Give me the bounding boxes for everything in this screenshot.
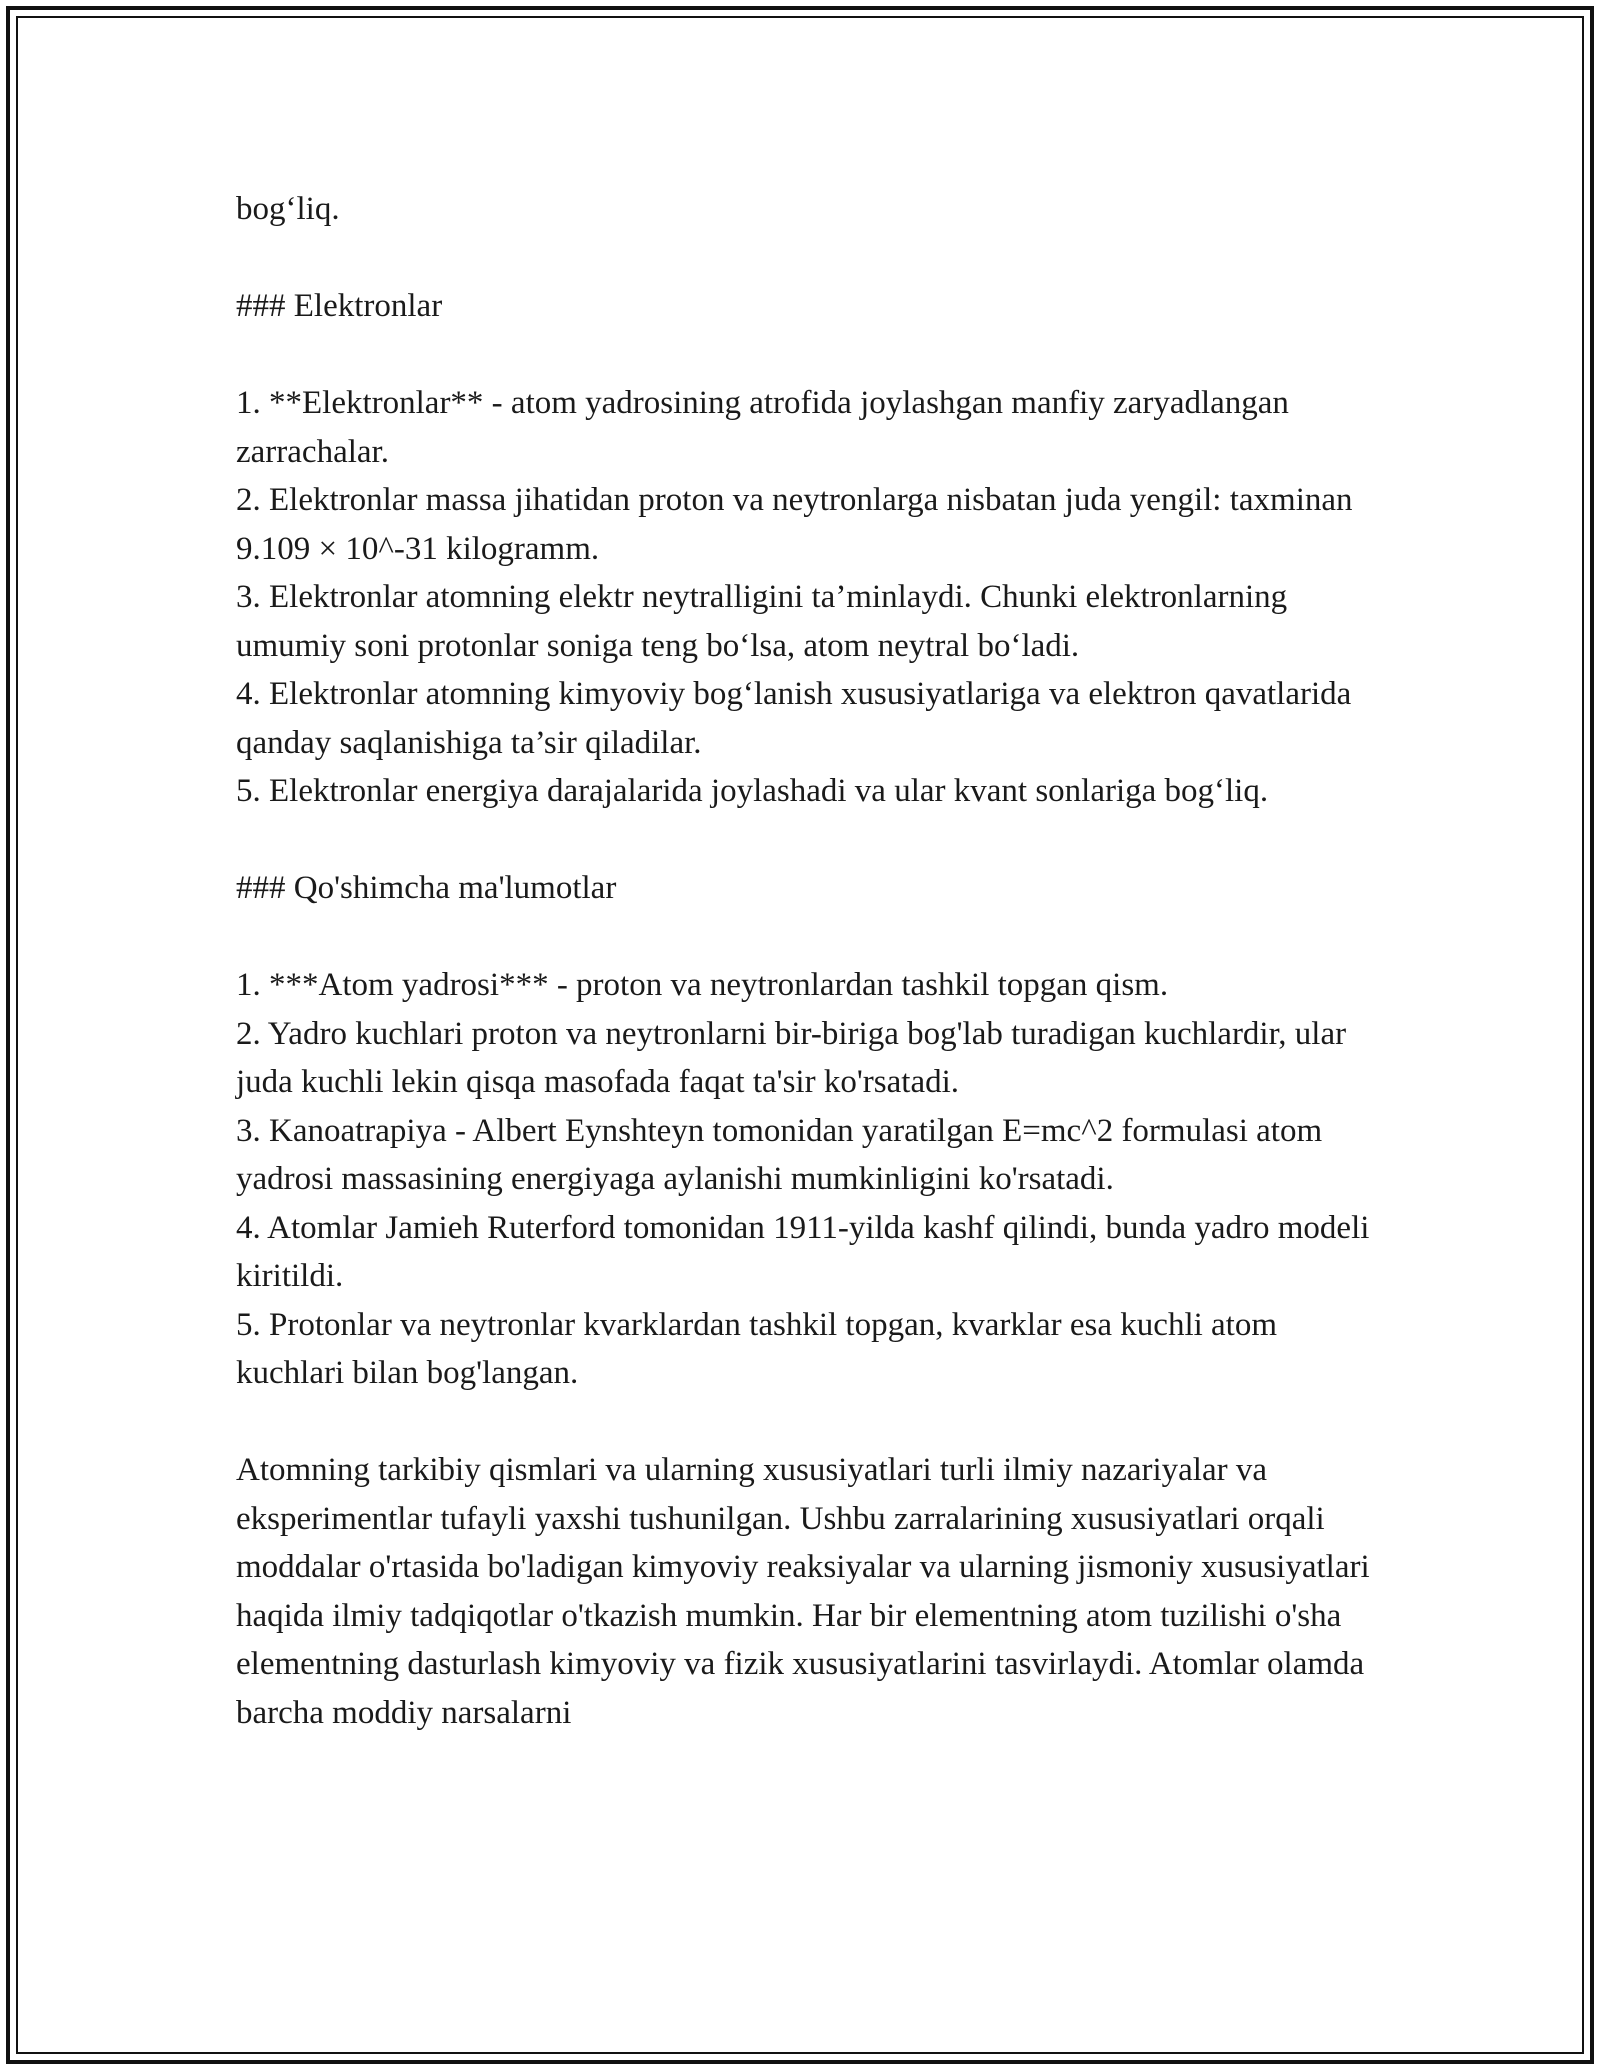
spacer <box>236 234 1386 283</box>
spacer <box>236 331 1386 380</box>
list-item: 3. Kanoatrapiya - Albert Eynshteyn tomonidan yaratilgan E=mc^2 formulasi atom yadrosi massasining energiyaga aylanishi mumkinligini ko'rsatadi. <box>236 1112 1323 1197</box>
list-item: 4. Elektronlar atomning kimyoviy bog‘lanish xususiyatlariga va elektron qavatlarida qanday saqlanishiga ta’sir qiladilar. <box>236 676 1352 761</box>
document-page <box>236 185 1386 1737</box>
list-item: 5. Protonlar va neytronlar kvarklardan tashkil topgan, kvarklar esa kuchli atom kuchlari bilan bog'langan. <box>236 1306 1278 1391</box>
list-item: 5. Elektronlar energiya darajalarida joylashadi va ular kvant sonlariga bog‘liq. <box>236 773 1269 809</box>
spacer <box>236 816 1386 865</box>
continuation-text: bog‘liq. <box>236 191 340 227</box>
section-heading-elektronlar: ### Elektronlar <box>236 288 443 324</box>
list-item: 1. ***Atom yadrosi*** - proton va neytronlardan tashkil topgan qism. <box>236 967 1169 1003</box>
list-item: 3. Elektronlar atomning elektr neytralligini ta’minlaydi. Chunki elektronlarning umumiy soni protonlar soniga teng bo‘lsa, atom neytral bo‘ladi. <box>236 579 1288 664</box>
closing-paragraph: Atomning tarkibiy qismlari va ularning xususiyatlari turli ilmiy nazariyalar va eksperimentlar tufayli yaxshi tushunilgan. Ushbu zarralarining xususiyatlari orqali moddalar o'rtasida bo'ladigan kimyoviy reaksiyalar va ularning jismoniy xususiyatlari haqida ilmiy tadqiqotlar o'tkazish mumkin. Har bir elementning atom tuzilishi o'sha elementning dasturlash kimyoviy va fizik xususiyatlarini tasvirlaydi. Atomlar olamda barcha moddiy narsalarni <box>236 1452 1370 1731</box>
list-item: 2. Elektronlar massa jihatidan proton va neytronlarga nisbatan juda yengil: taxminan 9.109 × 10^-31 kilogramm. <box>236 482 1353 567</box>
spacer <box>236 913 1386 962</box>
section-heading-qoshimcha: ### Qo'shimcha ma'lumotlar <box>236 870 617 906</box>
spacer <box>236 1398 1386 1447</box>
list-item: 2. Yadro kuchlari proton va neytronlarni bir-biriga bog'lab turadigan kuchlardir, ular juda kuchli lekin qisqa masofada faqat ta'sir ko'rsatadi. <box>236 1015 1347 1100</box>
list-item: 1. **Elektronlar** - atom yadrosining atrofida joylashgan manfiy zaryadlangan zarrachalar. <box>236 385 1289 470</box>
list-item: 4. Atomlar Jamieh Ruterford tomonidan 1911-yilda kashf qilindi, bunda yadro modeli kiritildi. <box>236 1209 1370 1294</box>
